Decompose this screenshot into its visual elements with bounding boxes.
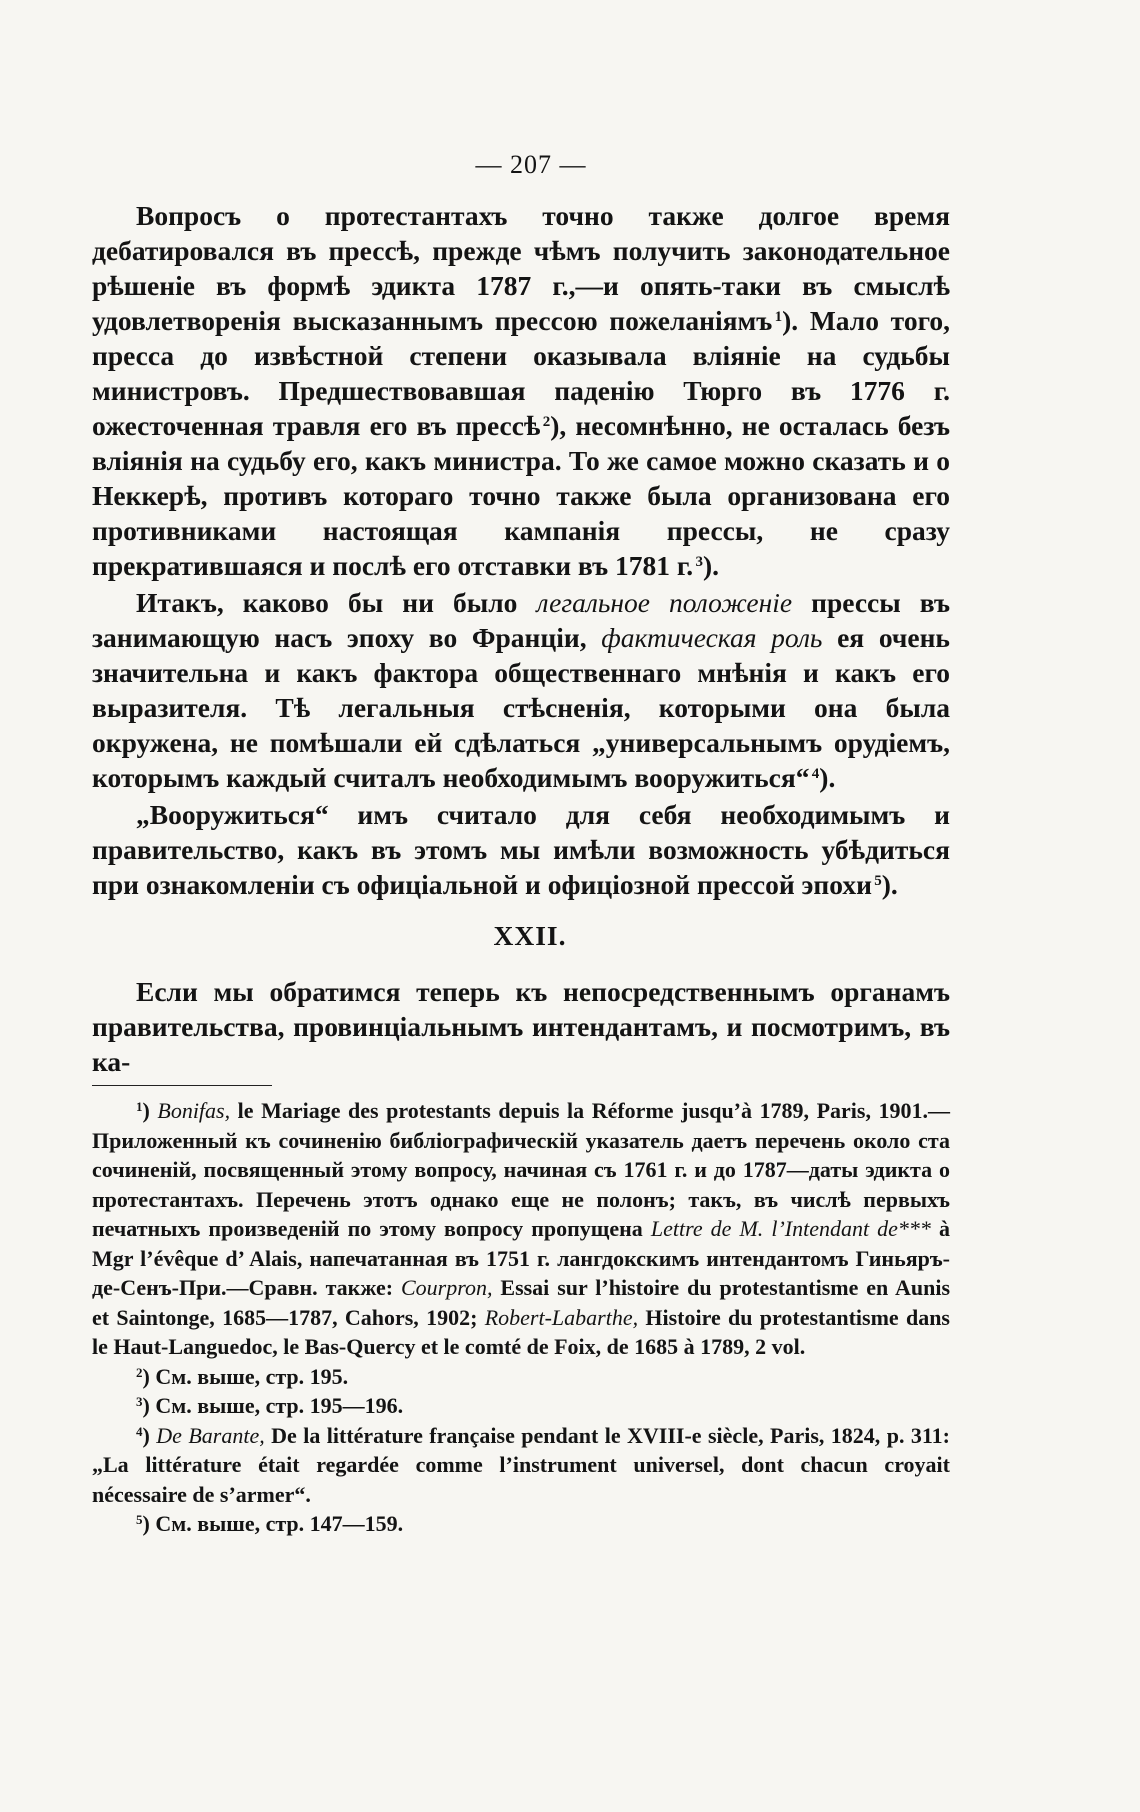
footnote-5: $^5$) См. выше, стр. 147—159. xyxy=(136,1511,404,1536)
footnote-divider xyxy=(92,1085,272,1086)
section-title: XXII. xyxy=(493,920,567,951)
paragraph-4: Если мы обратимся теперь къ непосредственнымъ органамъ правительства, провинціальнымъ интендантамъ, и посмотримъ, въ ка- xyxy=(92,976,950,1077)
footnote-ref-3: 3 xyxy=(695,554,703,570)
paragraph-1: Вопросъ о протестантахъ точно также долгое время дебатировался въ прессѣ, прежде чѣмъ получить законодательное рѣшеніе въ формѣ эдикта 1787 г.,—и опять-таки въ смыслѣ удовлетворенія высказаннымъ прессою пожеланіямъ $^1$). Мало того, пресса до извѣстной степени оказывала вліяніе на судьбы министровъ. Предшествовавшая паденію Тюрго въ 1776 г. ожесточенная травля его въ прессѣ $^2$), несомнѣнно, не осталась безъ вліянія на судьбу его, какъ министра. То же самое можно сказать и о Неккерѣ, противъ котораго точно также была организована его противниками настоящая кампанія прессы, не сразу прекратившаяся и послѣ его отставки въ 1781 г. $^3$). xyxy=(92,200,950,581)
footnote-3: $^3$) См. выше, стр. 195—196. xyxy=(136,1393,404,1418)
emphasis-legal-position: легальное положеніе xyxy=(536,587,793,618)
main-text xyxy=(92,198,950,1079)
footnote-ref-4: 4 xyxy=(811,766,820,782)
footnote-2: $^2$) См. выше, стр. 195. xyxy=(136,1363,349,1389)
footnote-ref-5: 5 xyxy=(874,873,882,889)
footnotes xyxy=(92,1096,950,1539)
footnote-1: $^1$) Bonifas, le Mariage des protestants depuis la Réforme jusqu’à 1789, Paris, 1901.—Приложенный къ сочиненію библіографическій указатель даетъ перечень около ста сочиненій, посвященный этому вопросу, начиная съ 1761 г. и до 1787—даты эдикта о протестантахъ. Перечень этотъ однако еще не полонъ; такъ, въ числѣ первыхъ печатныхъ произведеній по этому вопросу пропущена Lettre de M. l’Intendant de*** à Mgr l’évêque d’ Alais, напечатанная въ 1751 г. лангдокскимъ интендантомъ Гиньяръ-де-Сенъ-При.—Сравн. также: Courpron, Essai sur l’histoire du protestantisme en Aunis et Saintonge, 1685—1787, Cahors, 1902; Robert-Labarthe, Histoire du protestantisme dans le Haut-Languedoc, le Bas-Quercy et le comté de Foix, de 1685 à 1789, 2 vol. xyxy=(92,1098,951,1359)
book-page xyxy=(92,150,950,1539)
page-number: — 207 — xyxy=(475,150,587,179)
footnote-ref-1: 1 xyxy=(774,309,783,325)
emphasis-actual-role: фактическая роль xyxy=(601,622,823,653)
footnote-4: $^4$) De Barante, De la littérature française pendant le XVIII-e siècle, Paris, 1824, p. 311: „La littérature était regardée comme l’instrument universel, dont chacun croyait nécessaire de s’armer“. xyxy=(92,1422,951,1507)
paragraph-3: „Вооружиться“ имъ считало для себя необходимымъ и правительство, какъ въ этомъ мы имѣли возможность убѣдиться при ознакомленіи съ офиціальной и офиціозной прессой эпохи $^5$). xyxy=(92,799,950,900)
paragraph-2: Итакъ, каково бы ни было легальное положеніе прессы въ занимающую насъ эпоху во Франціи, фактическая роль ея очень значительна и какъ фактора общественнаго мнѣнія и какъ его выразителя. Тѣ легальныя стѣсненія, которыми она была окружена, не помѣшали ей сдѣлаться „универсальнымъ орудіемъ, которымъ каждый считалъ необходимымъ вооружиться“ $^4$). xyxy=(92,587,950,793)
footnote-ref-2: 2 xyxy=(542,414,551,430)
